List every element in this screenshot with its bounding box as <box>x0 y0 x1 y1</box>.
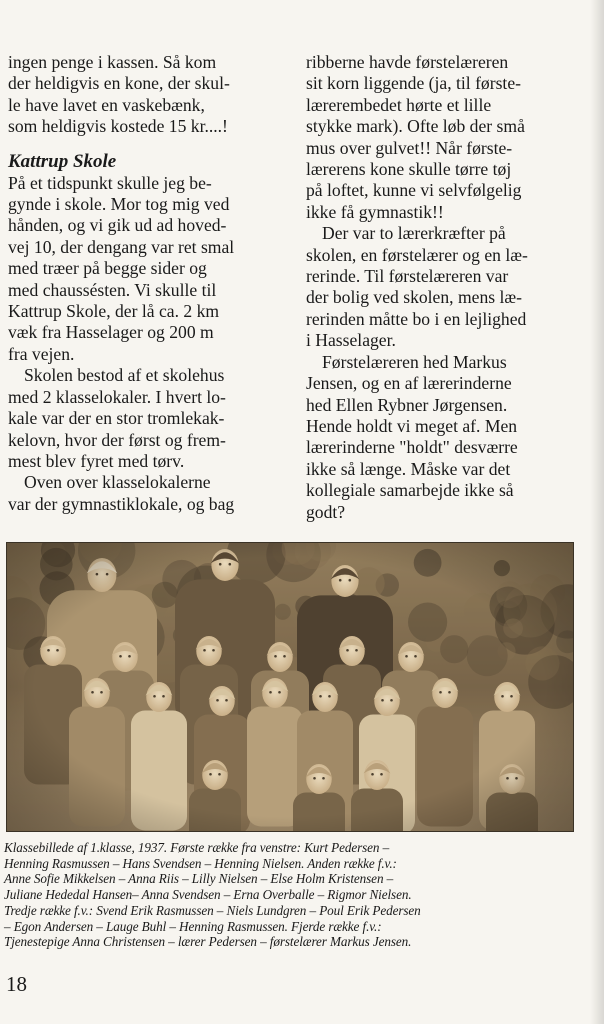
class-photo-image <box>7 543 573 831</box>
paragraph <box>306 52 578 223</box>
paragraph <box>8 472 290 515</box>
text-line: med chaussésten. Vi skulle til <box>8 279 217 300</box>
caption-line: Anne Sofie Mikkelsen – Anna Riis – Lilly Nielsen – Else Holm Kristensen – <box>4 871 394 887</box>
text-line: ikke få gymnastik!! <box>306 201 444 222</box>
text-line: kelovn, hvor der først og frem- <box>8 429 226 450</box>
text-line: lærerinderne "holdt" desværre <box>306 437 518 458</box>
text-line: mus over gulvet!! Når første- <box>306 137 513 158</box>
text-line: kale var der en stor tromlekak- <box>8 408 225 429</box>
text-line: ikke så længe. Måske var det <box>306 458 511 479</box>
paragraph <box>8 365 290 472</box>
text-line: Hende holdt vi meget af. Men <box>306 415 518 436</box>
caption-line: Tredje række f.v.: Svend Erik Rasmussen – Niels Lundgren – Poul Erik Pedersen <box>4 902 421 918</box>
text-line: der bolig ved skolen, mens læ- <box>306 287 522 308</box>
text-line: Jensen, og en af lærerinderne <box>306 373 512 394</box>
text-line: ribberne havde førstelæreren <box>306 52 509 72</box>
text-line: gynde i skole. Mor tog mig ved <box>8 194 230 215</box>
photo-vignette <box>7 543 573 831</box>
text-line: mest blev fyret med tørv. <box>8 450 185 471</box>
paragraph <box>8 173 290 366</box>
text-line: rerinde. Til førstelæreren var <box>306 266 509 287</box>
caption-line: Henning Rasmussen – Hans Svendsen – Henning Nielsen. Anden række f.v.: <box>4 855 397 871</box>
text-line: hånden, og vi gik ud ad hoved- <box>8 215 227 236</box>
binding-shadow <box>590 0 604 1024</box>
paragraph <box>306 352 578 523</box>
text-line: Kattrup Skole, der lå ca. 2 km <box>8 301 220 322</box>
text-line: var der gymnastiklokale, og bag <box>8 493 235 514</box>
text-line: Skolen bestod af et skolehus <box>24 365 225 386</box>
caption-line: – Egon Andersen – Lauge Buhl – Henning Rasmussen. Fjerde række f.v.: <box>4 918 382 934</box>
text-line: væk fra Hasselager og 200 m <box>8 322 214 343</box>
left-text-column <box>8 52 290 515</box>
text-line: På et tidspunkt skulle jeg be- <box>8 172 212 193</box>
text-line: i Hasselager. <box>306 330 396 351</box>
text-line: godt? <box>306 501 346 522</box>
caption-line: Juliane Hededal Hansen– Anna Svendsen – Erna Overballe – Rigmor Nielsen. <box>4 887 412 903</box>
text-line: kollegiale samarbejde ikke så <box>306 480 514 501</box>
class-photo <box>6 542 574 832</box>
text-line: rerinden måtte bo i en lejlighed <box>306 308 527 329</box>
text-line: skolen, en førstelærer og en læ- <box>306 244 528 265</box>
text-line: fra vejen. <box>8 343 75 364</box>
text-line: lærerembedet hørte et lille <box>306 94 492 115</box>
text-line: ingen penge i kassen. Så kom <box>8 52 217 72</box>
page-number: 18 <box>6 972 27 996</box>
text-line: lærerens kone skulle tørre tøj <box>306 159 512 180</box>
text-line: hed Ellen Rybner Jørgensen. <box>306 394 508 415</box>
right-text-column <box>306 52 578 523</box>
text-line: Førstelæreren hed Markus <box>322 351 507 372</box>
photo-caption <box>4 840 574 950</box>
caption-line: Tjenestepige Anna Christensen – lærer Pedersen – førstelærer Markus Jensen. <box>4 934 412 950</box>
paragraph <box>306 223 578 351</box>
text-line: med træer på begge sider og <box>8 258 207 279</box>
text-line: stykke mark). Ofte løb der små <box>306 116 525 137</box>
text-line: vej 10, der dengang var ret smal <box>8 236 235 257</box>
text-line: der heldigvis en kone, der skul- <box>8 73 230 94</box>
caption-line: Klassebillede af 1.klasse, 1937. Første række fra venstre: Kurt Pedersen – <box>4 840 390 855</box>
section-heading: Kattrup Skole <box>8 150 117 172</box>
text-line: le have lavet en vaskebænk, <box>8 94 205 115</box>
text-line: Der var to lærerkræfter på <box>322 223 506 244</box>
paragraph <box>8 52 290 138</box>
text-line: på loftet, kunne vi selvfølgelig <box>306 180 522 201</box>
text-line: som heldigvis kostede 15 kr....! <box>8 116 228 137</box>
text-line: Oven over klasselokalerne <box>24 472 211 493</box>
text-line: sit korn liggende (ja, til første- <box>306 73 521 94</box>
text-line: med 2 klasselokaler. I hvert lo- <box>8 386 226 407</box>
